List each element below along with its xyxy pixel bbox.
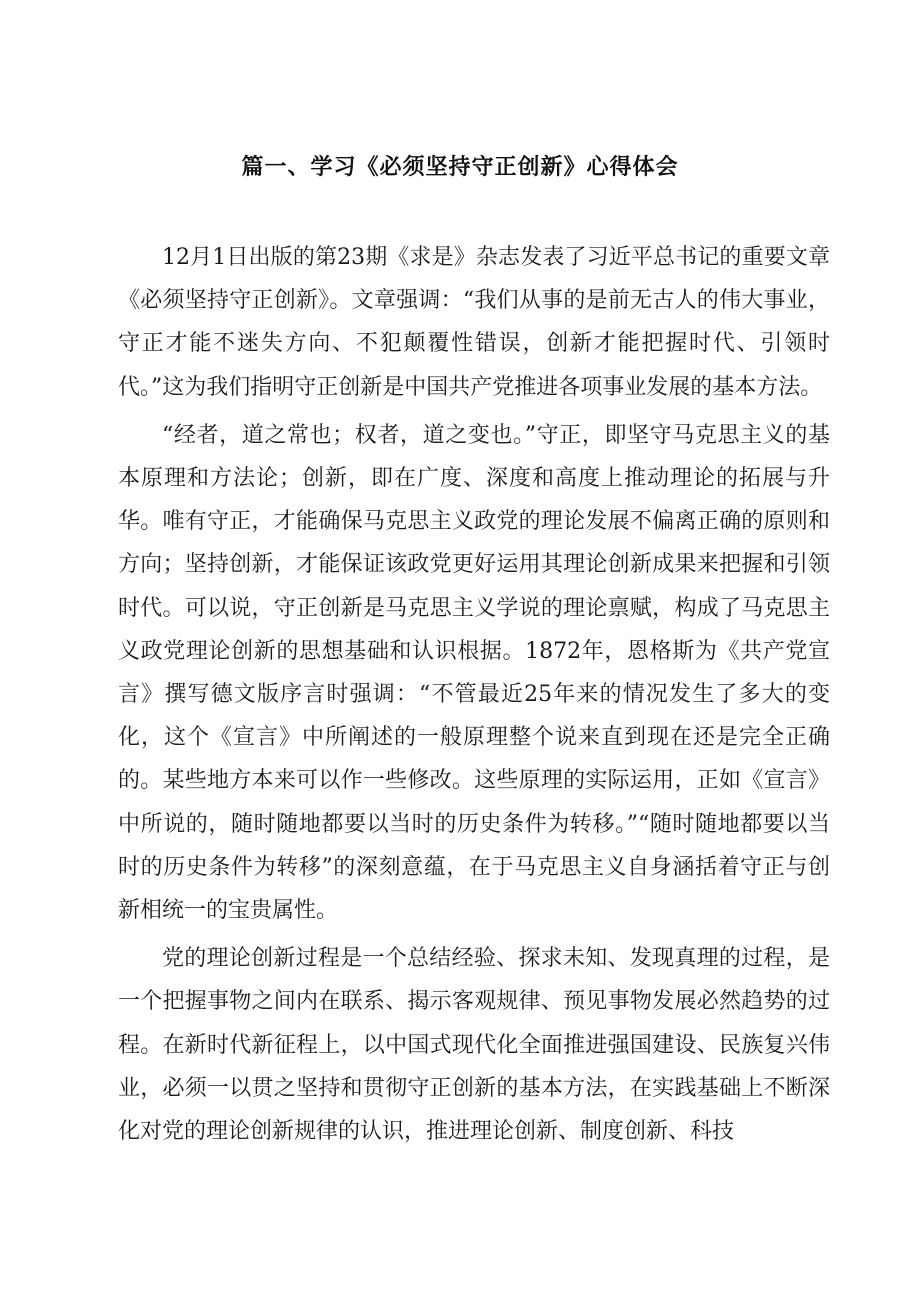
paragraph-2: “经者，道之常也；权者，道之变也。”守正，即坚守马克思主义的基本原理和方法论；创新，即在广度、深度和高度上推动理论的拓展与升华。唯有守正，才能确保马克思主义政党的理论发展不偏离正确的原则和方向；坚持创新，才能保证该政党更好运用其理论创新成果来把握和引领时代。可以说，守正创新是马克思主义学说的理论禀赋，构成了马克思主义政党理论创新的思想基础和认识根据。1872年，恩格斯为《共产党宣言》撰写德文版序言时强调：“不管最近25年来的情况发生了多大的变化，这个《宣言》中所阐述的一般原理整个说来直到现在还是完全正确的。某些地方本来可以作一些修改。这些原理的实际运用，正如《宣言》中所说的，随时随地都要以当时的历史条件为转移。”“随时随地都要以当时的历史条件为转移”的深刻意蕴，在于马克思主义自身涵括着守正与创新相统一的宝贵属性。 [118,422,830,924]
document-body [118,236,830,1158]
paragraph-3: 党的理论创新过程是一个总结经验、探求未知、发现真理的过程，是一个把握事物之间内在联系、揭示客观规律、预见事物发展必然趋势的过程。在新时代新征程上，以中国式现代化全面推进强国建设、民族复兴伟业，必须一以贯之坚持和贯彻守正创新的基本方法，在实践基础上不断深化对党的理论创新规律的认识，推进理论创新、制度创新、科技 [118,946,830,1145]
document-title: 篇一、学习《必须坚持守正创新》心得体会 [241,155,679,180]
paragraph-1: 12月1日出版的第23期《求是》杂志发表了习近平总书记的重要文章《必须坚持守正创新》。文章强调：“我们从事的是前无古人的伟大事业，守正才能不迷失方向、不犯颠覆性错误，创新才能把握时代、引领时代。”这为我们指明守正创新是中国共产党推进各项事业发展的基本方法。 [118,245,830,400]
